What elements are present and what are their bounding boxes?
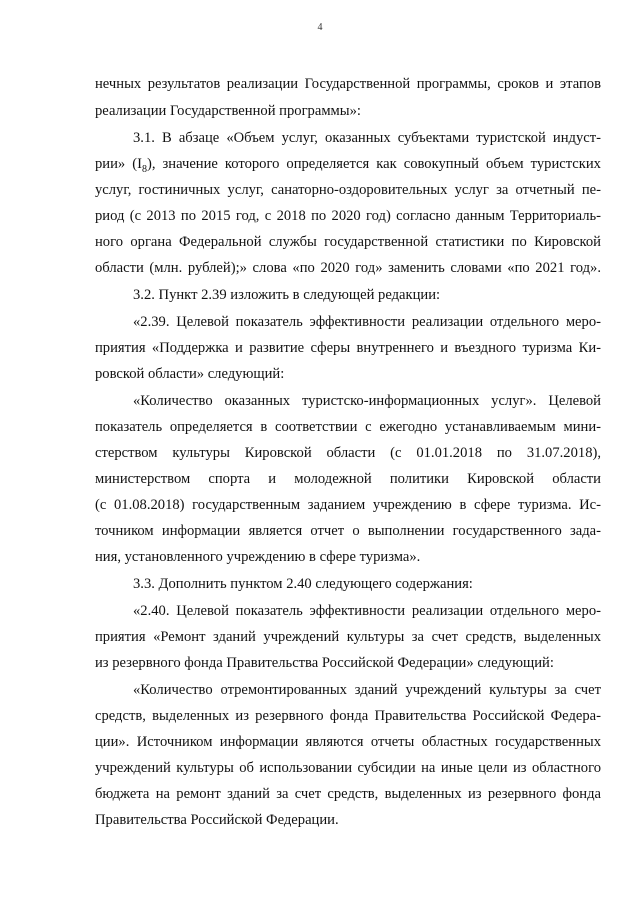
text-line: 3.2. Пункт 2.39 изложить в следующей редакции:	[133, 287, 441, 303]
text-line: «Количество оказанных туристско-информационных услуг». Целевой	[133, 393, 601, 409]
text-line: показатель определяется в соответствии с ежегодно устанавливаемым мини-	[95, 419, 601, 435]
text-line: риод (с 2013 по 2015 год, с 2018 по 2020 год) согласно данным Территориаль-	[95, 208, 601, 224]
text-fragment: ), значение которого определяется как совокупный объем туристских	[146, 156, 601, 172]
text-line: ния, установленного учреждению в сфере туризма».	[95, 549, 421, 565]
text-line: области (млн. рублей);» слова «по 2020 год» заменить словами «по 2021 год».	[95, 260, 601, 276]
text-line: 3.3. Дополнить пунктом 2.40 следующего содержания:	[133, 576, 473, 592]
text-line: стерством культуры Кировской области (с 01.01.2018 по 31.07.2018),	[95, 445, 601, 461]
subscript: 8	[141, 163, 147, 175]
text-line: ровской области» следующий:	[95, 366, 285, 382]
text-line: точником информации является отчет о выполнении государственного зада-	[95, 523, 601, 539]
text-line: Правительства Российской Федерации.	[95, 812, 339, 828]
text-line: приятия «Ремонт зданий учреждений культуры за счет средств, выделенных	[95, 629, 601, 645]
text-line: ного органа Федеральной службы государственной статистики по Кировской	[95, 234, 601, 250]
text-line: 3.1. В абзаце «Объем услуг, оказанных субъектами туристской индуст-	[133, 130, 601, 146]
text-fragment: рии» (I	[95, 156, 142, 172]
text-line: (с 01.08.2018) государственным заданием учреждению в сфере туризма. Ис-	[95, 497, 601, 513]
text-line: «2.39. Целевой показатель эффективности реализации отдельного меро-	[133, 314, 601, 330]
text-line	[95, 154, 601, 174]
text-line: нечных результатов реализации Государственной программы, сроков и этапов	[95, 76, 601, 92]
text-line: услуг, гостиничных услуг, санаторно-оздоровительных услуг за отчетный пе-	[95, 182, 601, 198]
page-number: 4	[317, 22, 323, 33]
text-line: бюджета на ремонт зданий за счет средств, выделенных из резервного фонда	[95, 786, 601, 802]
text-line: учреждений культуры об использовании субсидии на иные цели из областного	[95, 760, 601, 776]
text-line: ции». Источником информации являются отчеты областных государственных	[95, 734, 601, 750]
text-line: приятия «Поддержка и развитие сферы внутреннего и въездного туризма Ки-	[95, 340, 601, 356]
text-line: министерством спорта и молодежной политики Кировской области	[95, 471, 601, 487]
text-line: средств, выделенных из резервного фонда Правительства Российской Федера-	[95, 708, 601, 724]
text-line: «2.40. Целевой показатель эффективности реализации отдельного меро-	[133, 603, 601, 619]
text-line: «Количество отремонтированных зданий учреждений культуры за счет	[133, 682, 601, 698]
text-line: реализации Государственной программы»:	[95, 103, 361, 119]
text-line: из резервного фонда Правительства Российской Федерации» следующий:	[95, 655, 554, 671]
